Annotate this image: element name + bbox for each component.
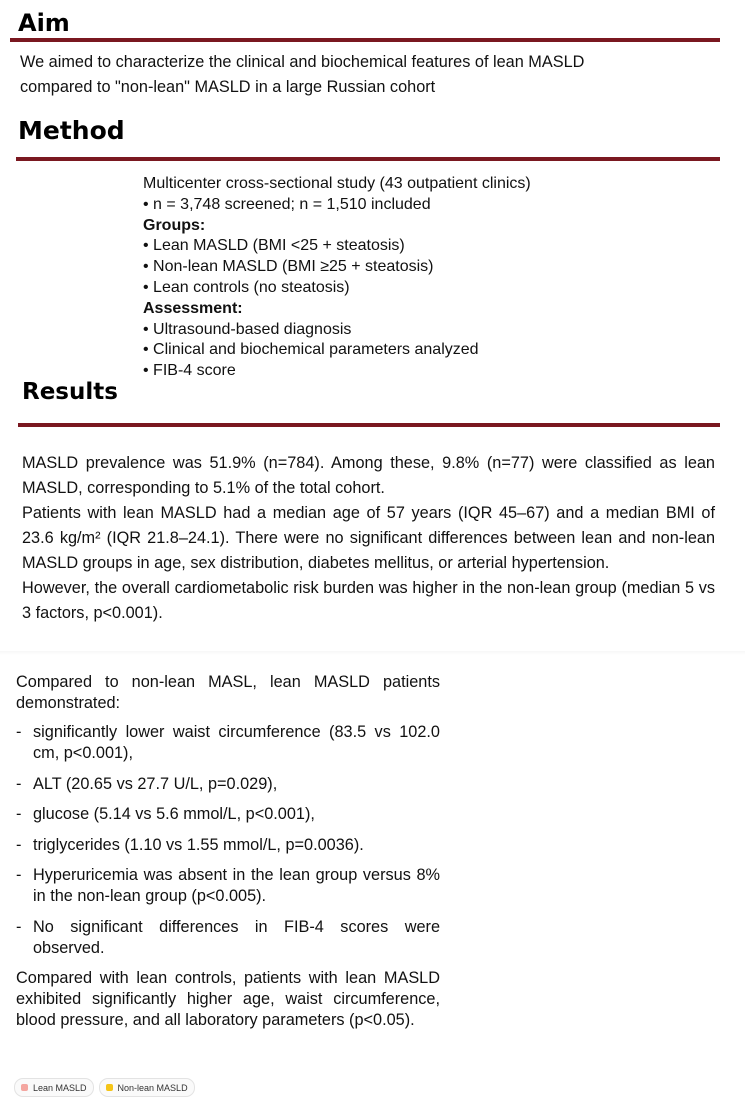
results-paragraph-1: Patients with lean MASLD had a median age of 57 years (IQR 45–67) and a median BMI of 23.6 kg/m² (IQR 21.8–24.1). There were no significant differences between lean and non-lean MASLD groups in age, sex distribution, diabetes mellitus, or arterial hypertension. [22,504,715,572]
list-item: - triglycerides (1.10 vs 1.55 mmol/L, p=0.0036). [16,835,364,854]
method-line-1: • n = 3,748 screened; n = 1,510 included [143,195,431,213]
dash-marker: - [16,805,22,823]
legend-item-non-lean-masld [99,1078,195,1097]
method-line-5: • Lean controls (no steatosis) [143,278,350,296]
method-line-7: • Ultrasound-based diagnosis [143,320,352,338]
aim-text: We aimed to characterize the clinical and biochemical features of lean MASLD compared to "non-lean" MASLD in a large Russian cohort [20,53,585,96]
method-divider [16,157,720,161]
legend-item-lean-masld [14,1078,94,1097]
legend-swatch-lean-masld [21,1084,28,1091]
results-paragraph-0: MASLD prevalence was 51.9% (n=784). Among these, 9.8% (n=77) were classified as lean MASLD, corresponding to 5.1% of the total cohort. [22,454,715,497]
method-groups-label: Groups: [143,216,206,234]
results-text [22,451,715,626]
list-item: - Hyperuricemia was absent in the lean group versus 8% in the non-lean group (p<0.005). [16,866,440,905]
method-line-8: • Clinical and biochemical parameters analyzed [143,341,479,359]
method-assessment-label: Assessment: [143,299,243,317]
legend-label: Non-lean MASLD [117,1082,188,1093]
method-line-9: • FIB-4 score [143,362,236,380]
comparison-intro: Compared to non-lean MASL, lean MASLD patients demonstrated: [16,673,440,712]
aim-divider [10,38,720,42]
comparison-list [16,722,440,959]
method-line-4: • Non-lean MASLD (BMI ≥25 + steatosis) [143,258,434,276]
dash-marker: - [16,774,22,793]
aim-heading: Aim [18,9,70,37]
comparison-closing: Compared with lean controls, patients with lean MASLD exhibited significantly higher age, waist circumference, blood pressure, and all laboratory parameters (p<0.05). [16,969,440,1029]
results-divider [18,423,720,427]
dash-marker: - [16,723,22,741]
legend-label: Lean MASLD [33,1082,87,1093]
list-item: - significantly lower waist circumference (83.5 vs 102.0 cm, p<0.001), [16,723,440,762]
results-paragraph-2: However, the overall cardiometabolic risk burden was higher in the non-lean group (median 5 vs 3 factors, p<0.001). [22,579,715,622]
results-heading: Results [22,379,118,405]
method-list [143,174,703,382]
method-line-3: • Lean MASLD (BMI <25 + steatosis) [143,237,405,255]
dash-marker: - [16,917,22,936]
method-line-0: Multicenter cross-sectional study (43 outpatient clinics) [143,175,531,192]
list-item: - ALT (20.65 vs 27.7 U/L, p=0.029), [16,774,278,793]
dash-marker: - [16,866,22,884]
section-separator [0,651,745,655]
list-item: - No significant differences in FIB-4 scores were observed. [16,917,440,957]
legend [14,1078,195,1097]
list-item: - glucose (5.14 vs 5.6 mmol/L, p<0.001), [16,805,315,823]
method-heading: Method [18,116,125,145]
legend-swatch-non-lean-masld [106,1084,113,1091]
comparison-section [16,672,440,1031]
dash-marker: - [16,835,22,854]
